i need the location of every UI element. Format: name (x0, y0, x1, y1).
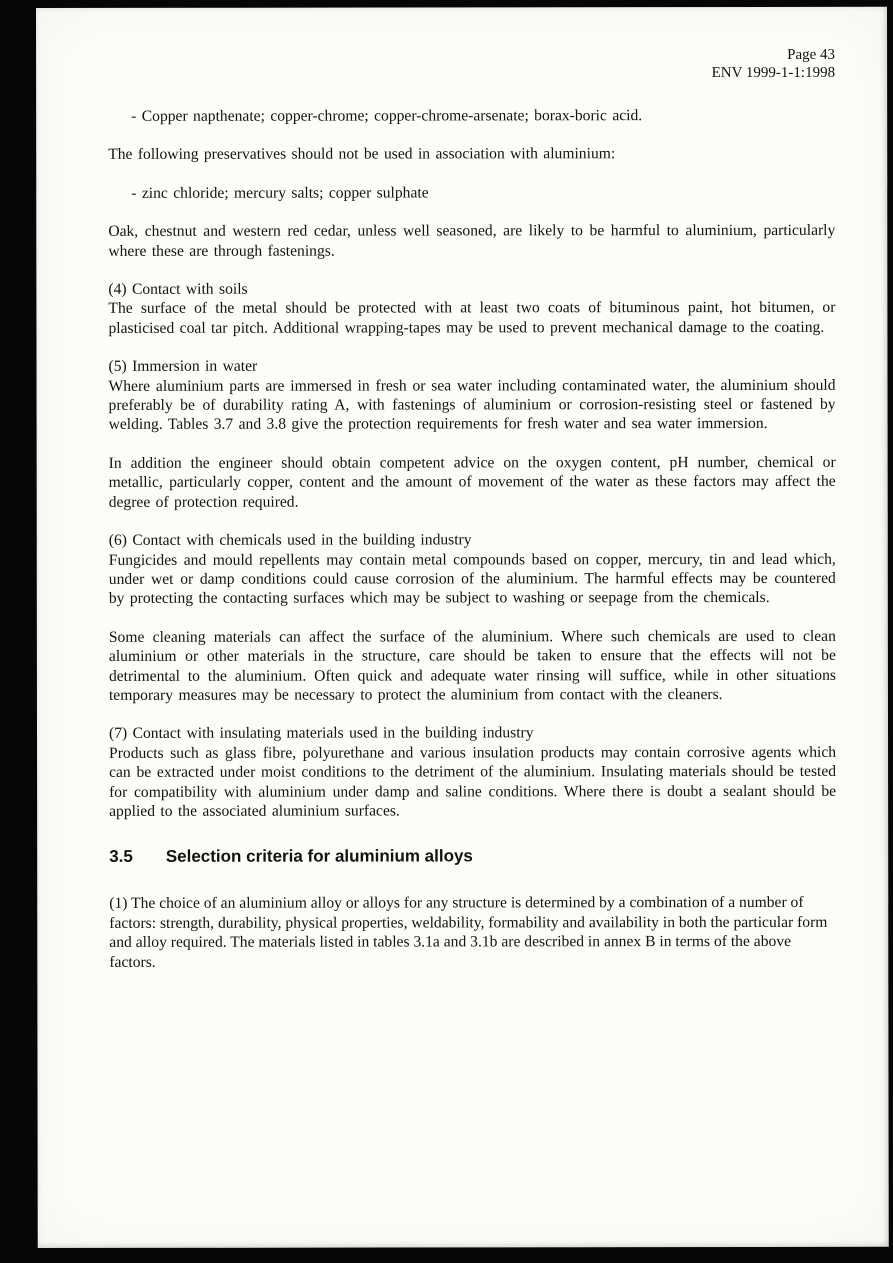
section-heading (109, 846, 836, 867)
labeled-paragraph (109, 723, 836, 821)
page-number: Page 43 (787, 46, 836, 63)
paragraph-label: (6) Contact with chemicals used in the building industry (108, 531, 472, 549)
paragraph-label: (5) Immersion in water (108, 357, 258, 376)
labeled-paragraph (109, 530, 836, 609)
section-number: 3.5 (109, 847, 133, 867)
page-header (108, 47, 835, 83)
standard-reference: ENV 1999-1-1:1998 (711, 64, 836, 81)
paragraph-label: (4) Contact with soils (108, 280, 248, 298)
paragraph: In addition the engineer should obtain competent advice on the oxygen content, pH number, chemical or metallic, particularly copper, content and the amount of movement of the water as these factors may affect the degree of protection required. (108, 453, 836, 511)
paragraph-label: (7) Contact with insulating materials used in the building industry (109, 724, 534, 743)
labeled-paragraph (108, 356, 835, 435)
preservative-list-item: - Copper napthenate; copper-chrome; copper-chrome-arsenate; borax-boric acid. (131, 107, 643, 125)
document-page (36, 7, 889, 1248)
paragraph: Oak, chestnut and western red cedar, unless well seasoned, are likely to be harmful to aluminium, particularly where these are through fastenings. (108, 222, 836, 260)
preservative-list-item: - zinc chloride; mercury salts; copper sulphate (131, 184, 429, 202)
paragraph-text: Fungicides and mould repellents may contain metal compounds based on copper, mercury, tin and lead which, under wet or damp conditions could cause corrosion of the aluminium. The harmful effects may be countered by protecting the contacting surfaces which may be subject to washing or seepage from the chemicals. (108, 550, 836, 608)
paragraph: Some cleaning materials can affect the surface of the aluminium. Where such chemicals are used to clean aluminium or other materials in the structure, care should be taken to ensure that the effects will not be detrimental to the aluminium. Often quick and adequate water rinsing will suffice, while in other situations temporary measures may be necessary to protect the aluminium from contact with the cleaners. (108, 627, 836, 704)
paragraph: The following preservatives should not be used in association with aluminium: (108, 145, 616, 164)
page-content (36, 7, 888, 972)
labeled-paragraph (108, 279, 835, 338)
paragraph: (1) The choice of an aluminium alloy or alloys for any structure is determined by a combination of a number of factors: strength, durability, physical properties, weldability, formability and availability in both the particular form and alloy required. The materials listed in tables 3.1a and 3.1b are described in annex B in terms of the above factors. (109, 894, 828, 971)
paragraph-text: Where aluminium parts are immersed in fresh or sea water including contaminated water, the aluminium should preferably be of durability rating A, with fastenings of aluminium or corrosion-resisting steel or fastened by welding. Tables 3.7 and 3.8 give the protection requirements for fresh water and sea water immersion. (108, 376, 836, 434)
paragraph-text: Products such as glass fibre, polyurethane and various insulation products may contain corrosive agents which can be extracted under moist conditions to the detriment of the aluminium. Insulating materials should be tested for compatibility with aluminium under damp and saline conditions. Where there is doubt a sealant should be applied to the associated aluminium surfaces. (109, 743, 837, 820)
section-title: Selection criteria for aluminium alloys (165, 846, 473, 867)
paragraph-text: The surface of the metal should be protected with at least two coats of bituminous paint, hot bitumen, or plasticised coal tar pitch. Additional wrapping-tapes may be used to prevent mechanical damage to the coating. (108, 299, 836, 337)
